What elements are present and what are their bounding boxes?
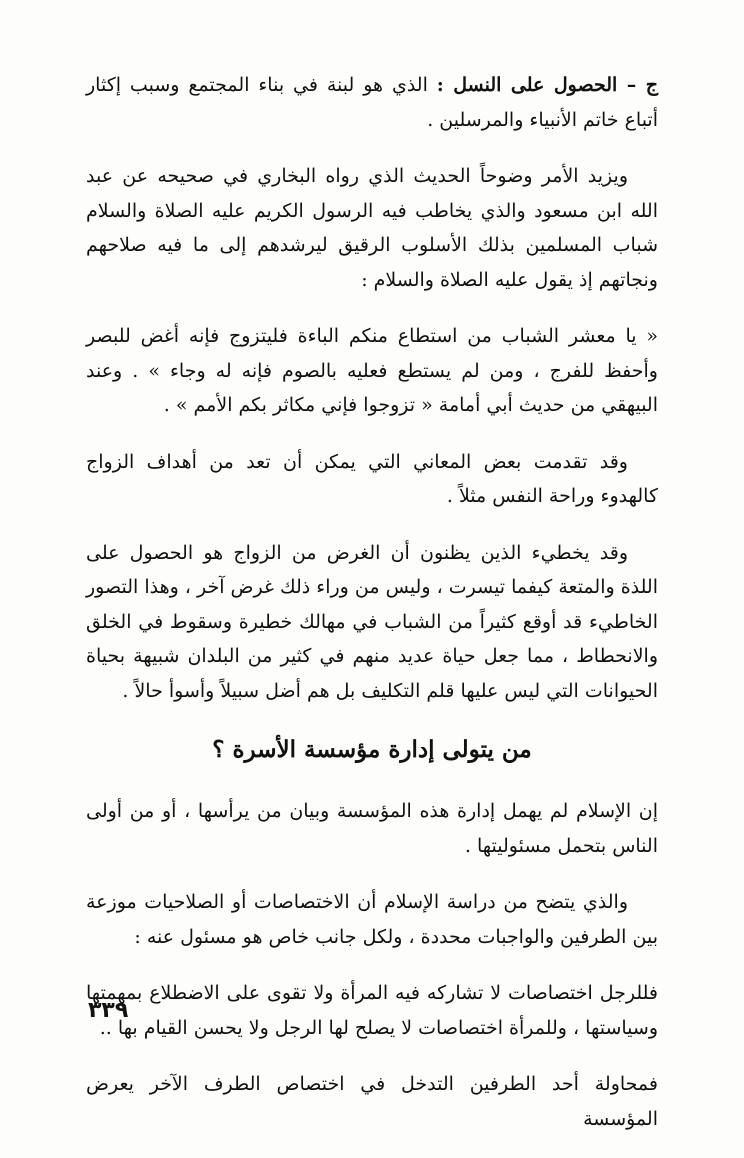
paragraph-roles: فللرجل اختصاصات لا تشاركه فيه المرأة ولا تقوى على الاضطلاع بمهمتها وسياستها ، وللمرأة اختصاصات لا يصلح لها الرجل ولا يحسن القيام بها ..: [86, 982, 658, 1039]
paragraph-text: الذي هو لبنة في بناء المجتمع وسبب إكثار أتباع خاتم الأنبياء والمرسلين .: [86, 74, 658, 131]
paragraph-interference: فمحاولة أحد الطرفين التدخل في اختصاص الطرف الآخر يعرض المؤسسة: [86, 1073, 658, 1130]
page-number: ٣٣٩: [88, 998, 129, 1023]
paragraph-offspring: [86, 68, 658, 137]
section-heading: من يتولى إدارة مؤسسة الأسرة ؟: [212, 736, 532, 763]
paragraph-hadith-quote: « يا معشر الشباب من استطاع منكم الباءة فليتزوج فإنه أغض للبصر وأحفظ للفرج ، ومن لم يستطع فعليه بالصوم فإنه له وجاء » . وعند البيهقي من حديث أبي أمامة « تزوجوا فإني مكاثر بكم الأمم » .: [86, 325, 658, 416]
paragraph-islam-management: إن الإسلام لم يهمل إدارة هذه المؤسسة وبيان من يرأسها ، أو من أولى الناس بتحمل مسئوليتها .: [86, 800, 658, 857]
paragraph-marriage-goals: وقد تقدمت بعض المعاني التي يمكن أن تعد من أهداف الزواج كالهدوء وراحة النفس مثلاً .: [86, 450, 658, 507]
paragraph-label: ج – الحصول على النسل :: [436, 74, 659, 96]
paragraph-misconception: وقد يخطيء الذين يظنون أن الغرض من الزواج هو الحصول على اللذة والمتعة كيفما تيسرت ، وليس من وراء ذلك غرض آخر ، وهذا التصور الخاطيء قد أوقع كثيراً من الشباب في مهالك خطيرة وسقوط في الخلق والانحطاط ، مما جعل حياة عديد منهم في كثير من البلدان شبيهة بحياة الحيوانات التي ليس عليها قلم التكليف بل هم أضل سبيلاً وأسوأ حالاً .: [86, 541, 658, 702]
paragraph-responsibilities: والذي يتضح من دراسة الإسلام أن الاختصاصات أو الصلاحيات موزعة بين الطرفين والواجبات محددة ، ولكل جانب خاص هو مسئول عنه :: [86, 891, 658, 948]
paragraph-bukhari: ويزيد الأمر وضوحاً الحديث الذي رواه البخاري في صحيحه عن عبد الله ابن مسعود والذي يخاطب فيه الرسول الكريم عليه الصلاة والسلام شباب المسلمين بذلك الأسلوب الرقيق ليرشدهم إلى ما فيه صلاحهم ونجاتهم إذ يقول عليه الصلاة والسلام :: [86, 165, 658, 291]
book-page: [86, 68, 658, 1158]
